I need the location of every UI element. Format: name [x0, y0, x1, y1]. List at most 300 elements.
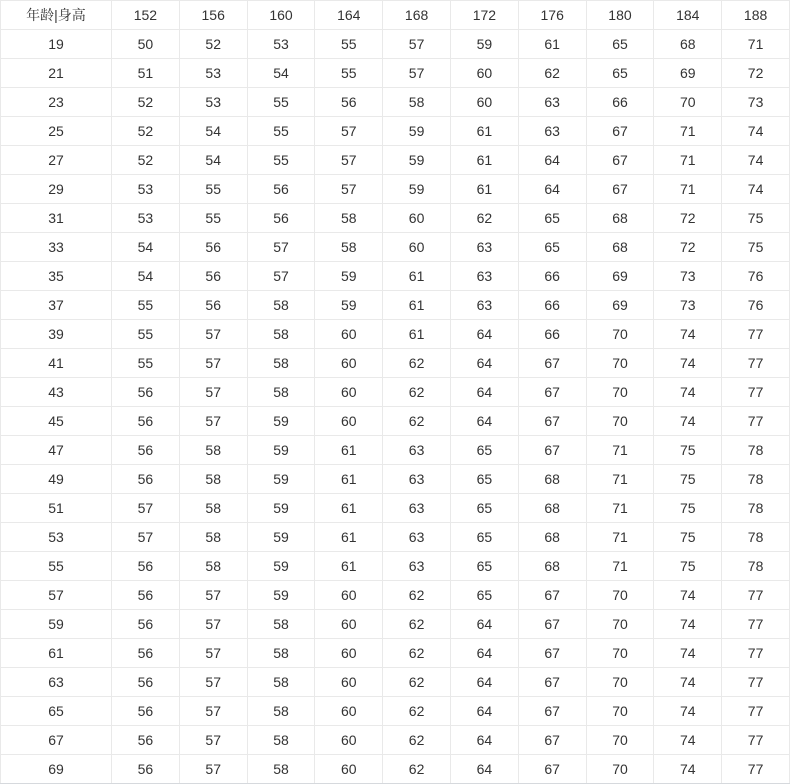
row-header-age: 29 — [1, 175, 112, 204]
weight-cell: 57 — [179, 697, 247, 726]
weight-cell: 52 — [112, 146, 180, 175]
weight-cell: 77 — [722, 378, 790, 407]
weight-cell: 59 — [247, 436, 315, 465]
weight-cell: 67 — [518, 349, 586, 378]
weight-cell: 61 — [315, 494, 383, 523]
weight-cell: 70 — [586, 610, 654, 639]
table-row — [1, 639, 790, 668]
weight-cell: 73 — [722, 88, 790, 117]
weight-cell: 59 — [383, 146, 451, 175]
weight-cell: 72 — [654, 204, 722, 233]
weight-cell: 57 — [112, 494, 180, 523]
weight-cell: 53 — [112, 175, 180, 204]
weight-cell: 57 — [247, 262, 315, 291]
weight-cell: 57 — [315, 175, 383, 204]
weight-cell: 64 — [450, 610, 518, 639]
weight-cell: 70 — [586, 639, 654, 668]
column-header-height: 172 — [450, 1, 518, 30]
weight-cell: 58 — [179, 494, 247, 523]
weight-cell: 74 — [654, 581, 722, 610]
weight-cell: 57 — [315, 117, 383, 146]
row-header-age: 31 — [1, 204, 112, 233]
weight-cell: 59 — [247, 523, 315, 552]
weight-cell: 68 — [518, 494, 586, 523]
weight-cell: 64 — [450, 378, 518, 407]
weight-cell: 63 — [383, 494, 451, 523]
weight-cell: 74 — [654, 349, 722, 378]
weight-cell: 63 — [450, 233, 518, 262]
weight-cell: 60 — [315, 320, 383, 349]
weight-cell: 57 — [315, 146, 383, 175]
weight-cell: 64 — [518, 175, 586, 204]
weight-cell: 63 — [383, 465, 451, 494]
table-row — [1, 175, 790, 204]
weight-cell: 57 — [179, 407, 247, 436]
row-header-age: 19 — [1, 30, 112, 59]
weight-cell: 55 — [112, 349, 180, 378]
weight-cell: 72 — [722, 59, 790, 88]
row-header-age: 51 — [1, 494, 112, 523]
weight-cell: 65 — [450, 436, 518, 465]
weight-cell: 74 — [722, 175, 790, 204]
weight-cell: 57 — [179, 581, 247, 610]
weight-cell: 74 — [722, 117, 790, 146]
weight-cell: 67 — [518, 726, 586, 755]
table-row — [1, 204, 790, 233]
weight-cell: 61 — [315, 465, 383, 494]
weight-cell: 75 — [654, 523, 722, 552]
weight-cell: 64 — [450, 349, 518, 378]
weight-cell: 67 — [586, 175, 654, 204]
weight-cell: 56 — [179, 233, 247, 262]
table-row — [1, 146, 790, 175]
table-row — [1, 610, 790, 639]
weight-cell: 65 — [450, 523, 518, 552]
weight-cell: 76 — [722, 262, 790, 291]
weight-cell: 74 — [654, 407, 722, 436]
weight-cell: 74 — [654, 378, 722, 407]
row-header-age: 55 — [1, 552, 112, 581]
weight-cell: 77 — [722, 610, 790, 639]
weight-cell: 56 — [112, 436, 180, 465]
weight-cell: 59 — [315, 262, 383, 291]
weight-cell: 77 — [722, 320, 790, 349]
weight-cell: 54 — [179, 146, 247, 175]
weight-cell: 64 — [450, 639, 518, 668]
weight-cell: 60 — [450, 59, 518, 88]
row-header-age: 39 — [1, 320, 112, 349]
table-row — [1, 523, 790, 552]
weight-cell: 77 — [722, 755, 790, 784]
weight-cell: 66 — [586, 88, 654, 117]
weight-cell: 57 — [179, 639, 247, 668]
row-header-age: 67 — [1, 726, 112, 755]
weight-cell: 74 — [654, 610, 722, 639]
weight-cell: 58 — [315, 204, 383, 233]
weight-cell: 56 — [179, 291, 247, 320]
weight-cell: 74 — [654, 697, 722, 726]
weight-cell: 64 — [450, 726, 518, 755]
weight-cell: 64 — [450, 320, 518, 349]
weight-cell: 62 — [383, 610, 451, 639]
weight-cell: 56 — [112, 697, 180, 726]
weight-cell: 76 — [722, 291, 790, 320]
weight-cell: 66 — [518, 262, 586, 291]
weight-cell: 74 — [654, 320, 722, 349]
table-row — [1, 378, 790, 407]
column-header-height: 176 — [518, 1, 586, 30]
table-row — [1, 320, 790, 349]
weight-cell: 62 — [383, 349, 451, 378]
weight-cell: 77 — [722, 407, 790, 436]
weight-cell: 55 — [315, 30, 383, 59]
weight-cell: 77 — [722, 726, 790, 755]
weight-cell: 78 — [722, 465, 790, 494]
weight-cell: 77 — [722, 349, 790, 378]
row-header-age: 35 — [1, 262, 112, 291]
weight-cell: 74 — [654, 668, 722, 697]
weight-cell: 67 — [518, 755, 586, 784]
weight-cell: 60 — [315, 378, 383, 407]
weight-cell: 55 — [315, 59, 383, 88]
weight-cell: 63 — [518, 117, 586, 146]
weight-cell: 67 — [518, 436, 586, 465]
weight-cell: 71 — [586, 494, 654, 523]
weight-cell: 72 — [654, 233, 722, 262]
weight-cell: 53 — [179, 59, 247, 88]
weight-cell: 58 — [179, 552, 247, 581]
weight-cell: 68 — [518, 465, 586, 494]
weight-cell: 60 — [315, 668, 383, 697]
weight-cell: 58 — [247, 726, 315, 755]
weight-cell: 71 — [586, 465, 654, 494]
weight-cell: 67 — [518, 668, 586, 697]
weight-cell: 53 — [179, 88, 247, 117]
weight-cell: 61 — [383, 291, 451, 320]
weight-cell: 62 — [383, 726, 451, 755]
weight-cell: 65 — [518, 204, 586, 233]
weight-cell: 60 — [315, 639, 383, 668]
weight-cell: 74 — [722, 146, 790, 175]
weight-cell: 56 — [112, 755, 180, 784]
weight-cell: 58 — [247, 639, 315, 668]
row-header-age: 33 — [1, 233, 112, 262]
weight-cell: 57 — [179, 349, 247, 378]
weight-cell: 59 — [247, 407, 315, 436]
weight-cell: 57 — [179, 320, 247, 349]
column-header-height: 188 — [722, 1, 790, 30]
weight-cell: 55 — [247, 146, 315, 175]
weight-cell: 56 — [112, 668, 180, 697]
weight-cell: 62 — [383, 378, 451, 407]
column-header-height: 152 — [112, 1, 180, 30]
weight-cell: 58 — [315, 233, 383, 262]
weight-cell: 60 — [315, 610, 383, 639]
table-row — [1, 117, 790, 146]
weight-cell: 61 — [383, 262, 451, 291]
row-header-age: 57 — [1, 581, 112, 610]
column-header-height: 180 — [586, 1, 654, 30]
weight-cell: 57 — [179, 726, 247, 755]
weight-cell: 70 — [586, 581, 654, 610]
weight-cell: 61 — [450, 117, 518, 146]
weight-cell: 56 — [112, 581, 180, 610]
weight-cell: 60 — [383, 204, 451, 233]
weight-cell: 58 — [247, 320, 315, 349]
weight-cell: 62 — [518, 59, 586, 88]
weight-cell: 75 — [722, 204, 790, 233]
weight-cell: 78 — [722, 552, 790, 581]
weight-cell: 60 — [315, 726, 383, 755]
table-row — [1, 30, 790, 59]
weight-cell: 59 — [383, 117, 451, 146]
weight-cell: 55 — [179, 175, 247, 204]
weight-cell: 62 — [450, 204, 518, 233]
weight-cell: 62 — [383, 639, 451, 668]
weight-cell: 67 — [518, 407, 586, 436]
weight-cell: 62 — [383, 668, 451, 697]
weight-cell: 52 — [112, 117, 180, 146]
table-row — [1, 465, 790, 494]
weight-cell: 65 — [450, 552, 518, 581]
row-header-age: 21 — [1, 59, 112, 88]
weight-cell: 63 — [383, 523, 451, 552]
weight-cell: 65 — [450, 581, 518, 610]
row-header-age: 65 — [1, 697, 112, 726]
weight-cell: 69 — [586, 262, 654, 291]
weight-cell: 68 — [654, 30, 722, 59]
weight-cell: 58 — [247, 349, 315, 378]
weight-cell: 70 — [586, 755, 654, 784]
column-header-height: 156 — [179, 1, 247, 30]
row-header-age: 63 — [1, 668, 112, 697]
weight-cell: 59 — [315, 291, 383, 320]
weight-cell: 57 — [179, 755, 247, 784]
weight-cell: 58 — [179, 465, 247, 494]
weight-cell: 62 — [383, 407, 451, 436]
table-row — [1, 726, 790, 755]
weight-cell: 67 — [586, 117, 654, 146]
table-row — [1, 755, 790, 784]
weight-cell: 58 — [383, 88, 451, 117]
weight-cell: 71 — [654, 146, 722, 175]
weight-cell: 67 — [518, 639, 586, 668]
weight-cell: 60 — [383, 233, 451, 262]
weight-cell: 70 — [586, 726, 654, 755]
weight-cell: 70 — [586, 697, 654, 726]
table-row — [1, 59, 790, 88]
row-header-age: 41 — [1, 349, 112, 378]
corner-header-age-height: 年龄|身高 — [1, 1, 112, 30]
weight-cell: 62 — [383, 755, 451, 784]
weight-cell: 74 — [654, 726, 722, 755]
table-row — [1, 494, 790, 523]
weight-cell: 67 — [518, 610, 586, 639]
weight-cell: 54 — [112, 262, 180, 291]
weight-cell: 71 — [654, 175, 722, 204]
weight-cell: 67 — [518, 581, 586, 610]
weight-cell: 70 — [654, 88, 722, 117]
weight-cell: 69 — [586, 291, 654, 320]
weight-cell: 64 — [450, 407, 518, 436]
weight-cell: 54 — [179, 117, 247, 146]
weight-cell: 57 — [179, 610, 247, 639]
weight-cell: 70 — [586, 378, 654, 407]
weight-cell: 58 — [179, 523, 247, 552]
row-header-age: 45 — [1, 407, 112, 436]
table-row — [1, 349, 790, 378]
weight-cell: 61 — [315, 523, 383, 552]
weight-cell: 53 — [247, 30, 315, 59]
weight-cell: 75 — [654, 436, 722, 465]
weight-cell: 57 — [179, 378, 247, 407]
weight-cell: 70 — [586, 320, 654, 349]
weight-cell: 77 — [722, 668, 790, 697]
weight-cell: 59 — [383, 175, 451, 204]
weight-cell: 56 — [112, 610, 180, 639]
weight-cell: 53 — [112, 204, 180, 233]
weight-cell: 75 — [654, 465, 722, 494]
weight-cell: 77 — [722, 697, 790, 726]
weight-cell: 57 — [383, 30, 451, 59]
weight-cell: 58 — [247, 697, 315, 726]
weight-cell: 71 — [586, 436, 654, 465]
weight-cell: 55 — [247, 88, 315, 117]
weight-cell: 73 — [654, 291, 722, 320]
row-header-age: 23 — [1, 88, 112, 117]
weight-cell: 57 — [383, 59, 451, 88]
weight-cell: 67 — [518, 697, 586, 726]
row-header-age: 47 — [1, 436, 112, 465]
column-header-height: 160 — [247, 1, 315, 30]
weight-cell: 61 — [518, 30, 586, 59]
weight-cell: 50 — [112, 30, 180, 59]
table-row — [1, 436, 790, 465]
weight-cell: 55 — [179, 204, 247, 233]
table-row — [1, 88, 790, 117]
weight-cell: 70 — [586, 349, 654, 378]
weight-cell: 56 — [112, 639, 180, 668]
row-header-age: 27 — [1, 146, 112, 175]
weight-cell: 59 — [450, 30, 518, 59]
weight-cell: 58 — [247, 291, 315, 320]
weight-cell: 68 — [518, 523, 586, 552]
weight-cell: 68 — [586, 233, 654, 262]
weight-cell: 63 — [450, 291, 518, 320]
weight-cell: 56 — [247, 175, 315, 204]
weight-cell: 71 — [586, 523, 654, 552]
row-header-age: 43 — [1, 378, 112, 407]
weight-cell: 56 — [112, 726, 180, 755]
weight-cell: 56 — [112, 465, 180, 494]
weight-cell: 58 — [179, 436, 247, 465]
weight-cell: 65 — [450, 465, 518, 494]
weight-cell: 55 — [112, 320, 180, 349]
weight-cell: 67 — [586, 146, 654, 175]
row-header-age: 53 — [1, 523, 112, 552]
weight-cell: 60 — [315, 349, 383, 378]
weight-cell: 63 — [383, 436, 451, 465]
weight-cell: 60 — [315, 755, 383, 784]
weight-cell: 77 — [722, 639, 790, 668]
weight-cell: 61 — [383, 320, 451, 349]
weight-cell: 58 — [247, 668, 315, 697]
weight-cell: 73 — [654, 262, 722, 291]
row-header-age: 49 — [1, 465, 112, 494]
weight-cell: 59 — [247, 581, 315, 610]
weight-cell: 74 — [654, 755, 722, 784]
weight-cell: 78 — [722, 494, 790, 523]
weight-cell: 61 — [450, 175, 518, 204]
table-row — [1, 233, 790, 262]
table-row — [1, 668, 790, 697]
weight-cell: 56 — [315, 88, 383, 117]
weight-cell: 77 — [722, 581, 790, 610]
weight-cell: 56 — [112, 407, 180, 436]
weight-cell: 59 — [247, 552, 315, 581]
weight-cell: 74 — [654, 639, 722, 668]
weight-cell: 66 — [518, 320, 586, 349]
weight-cell: 71 — [722, 30, 790, 59]
table-row — [1, 262, 790, 291]
weight-cell: 59 — [247, 494, 315, 523]
weight-cell: 68 — [586, 204, 654, 233]
table-row — [1, 552, 790, 581]
weight-cell: 64 — [450, 755, 518, 784]
weight-cell: 58 — [247, 378, 315, 407]
table-row — [1, 291, 790, 320]
weight-cell: 56 — [179, 262, 247, 291]
table-header — [1, 1, 790, 30]
weight-cell: 63 — [518, 88, 586, 117]
weight-cell: 64 — [518, 146, 586, 175]
weight-cell: 67 — [518, 378, 586, 407]
table-row — [1, 581, 790, 610]
weight-cell: 70 — [586, 407, 654, 436]
weight-cell: 63 — [450, 262, 518, 291]
weight-cell: 52 — [112, 88, 180, 117]
column-header-height: 168 — [383, 1, 451, 30]
weight-cell: 51 — [112, 59, 180, 88]
weight-cell: 65 — [586, 59, 654, 88]
row-header-age: 59 — [1, 610, 112, 639]
weight-cell: 55 — [112, 291, 180, 320]
weight-cell: 61 — [450, 146, 518, 175]
weight-cell: 75 — [654, 552, 722, 581]
weight-cell: 78 — [722, 523, 790, 552]
weight-cell: 64 — [450, 668, 518, 697]
weight-cell: 68 — [518, 552, 586, 581]
table-row — [1, 407, 790, 436]
header-row — [1, 1, 790, 30]
column-header-height: 164 — [315, 1, 383, 30]
weight-cell: 57 — [247, 233, 315, 262]
weight-cell: 57 — [179, 668, 247, 697]
weight-cell: 78 — [722, 436, 790, 465]
weight-cell: 61 — [315, 552, 383, 581]
weight-cell: 75 — [722, 233, 790, 262]
table-body — [1, 30, 790, 784]
weight-cell: 54 — [112, 233, 180, 262]
weight-cell: 62 — [383, 697, 451, 726]
weight-cell: 66 — [518, 291, 586, 320]
weight-cell: 69 — [654, 59, 722, 88]
weight-cell: 70 — [586, 668, 654, 697]
row-header-age: 25 — [1, 117, 112, 146]
weight-cell: 60 — [315, 581, 383, 610]
table-row — [1, 697, 790, 726]
weight-cell: 63 — [383, 552, 451, 581]
